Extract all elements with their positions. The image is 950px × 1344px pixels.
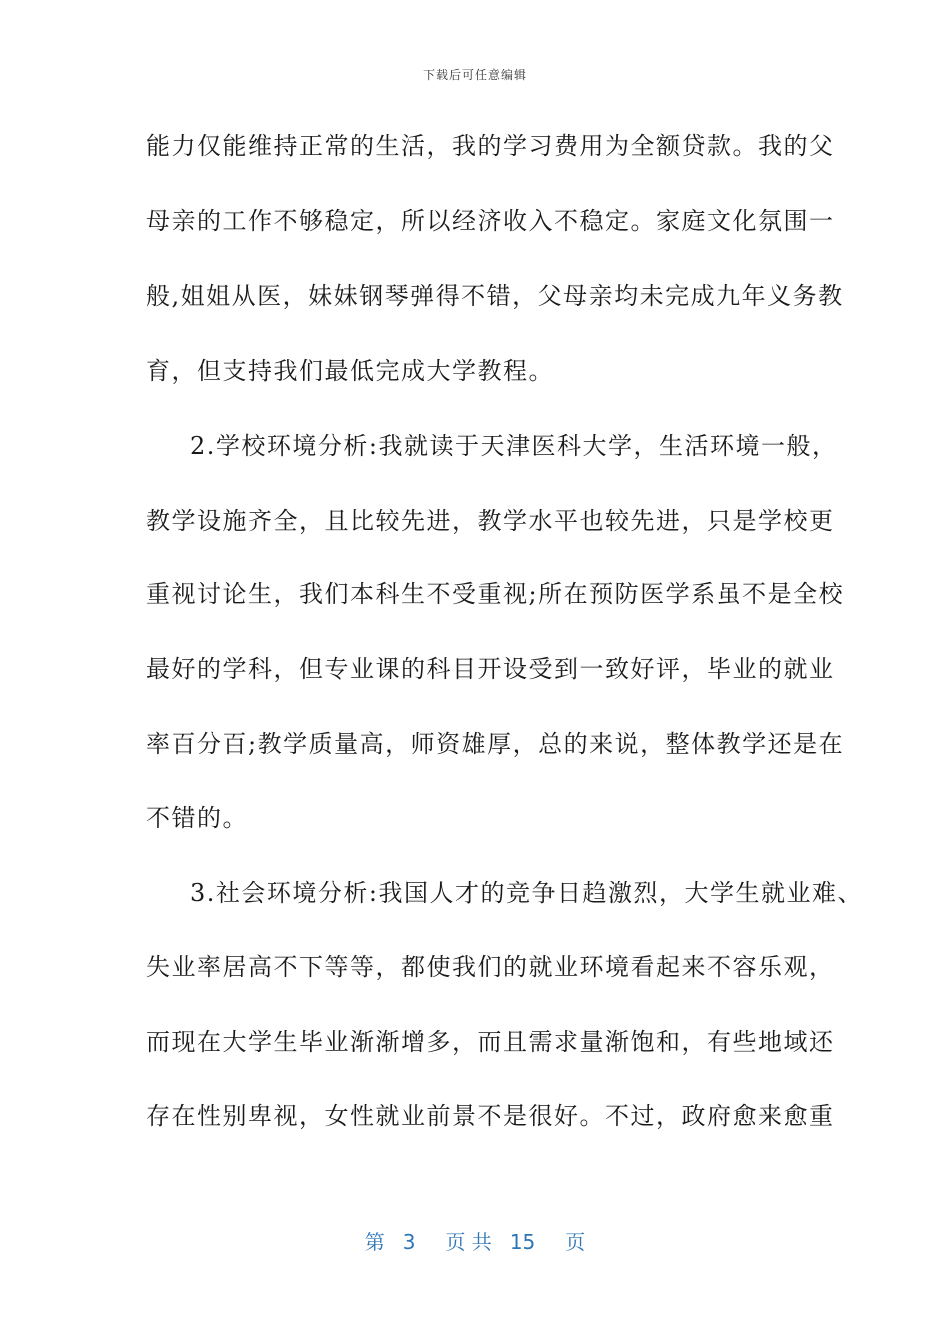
body-line: 般,姐姐从医，妹妹钢琴弹得不错，父母亲均未完成九年义务教	[146, 282, 844, 310]
body-line: 母亲的工作不够稳定，所以经济收入不稳定。家庭文化氛围一	[146, 207, 835, 235]
header-note: 下载后可任意编辑	[422, 68, 527, 82]
paragraph-heading-society: 3.社会环境分析:我国人才的竞争日趋激烈，大学生就业难、	[190, 879, 863, 907]
current-page-number: 3	[402, 1230, 416, 1254]
body-line: 最好的学科，但专业课的科目开设受到一致好评，毕业的就业	[146, 655, 835, 683]
total-pages-number: 15	[509, 1230, 536, 1254]
body-line: 教学设施齐全，且比较先进，教学水平也较先进，只是学校更	[146, 507, 835, 535]
body-line: 育，但支持我们最低完成大学教程。	[146, 357, 554, 385]
page-footer	[0, 1226, 950, 1255]
body-line: 能力仅能维持正常的生活，我的学习费用为全额贷款。我的父	[146, 132, 835, 160]
body-line: 失业率居高不下等等，都使我们的就业环境看起来不容乐观，	[146, 953, 835, 981]
footer-prefix: 第	[364, 1230, 385, 1254]
body-line: 率百分百;教学质量高，师资雄厚，总的来说，整体教学还是在	[146, 730, 845, 758]
paragraph-heading-school: 2.学校环境分析:我就读于天津医科大学，生活环境一般，	[190, 432, 838, 460]
body-line: 而现在大学生毕业渐渐增多，而且需求量渐饱和，有些地域还	[146, 1028, 835, 1056]
body-line: 存在性别卑视，女性就业前景不是很好。不过，政府愈来愈重	[146, 1102, 835, 1130]
footer-suffix: 页	[565, 1230, 586, 1254]
footer-middle: 页 共	[445, 1230, 492, 1254]
body-line: 不错的。	[146, 804, 248, 832]
body-line: 重视讨论生，我们本科生不受重视;所在预防医学系虽不是全校	[146, 580, 845, 608]
